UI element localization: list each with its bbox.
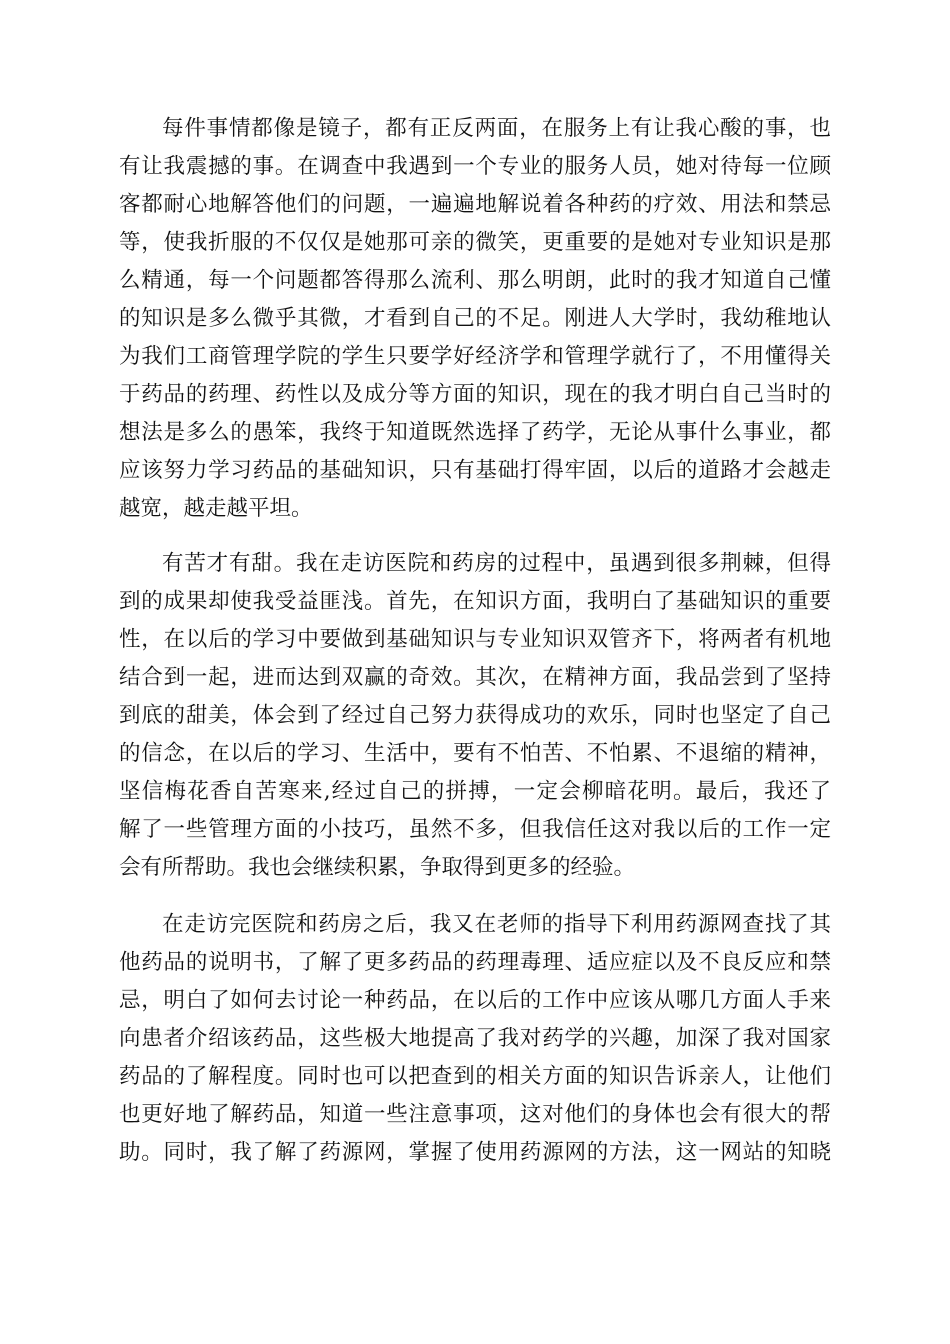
paragraph-line: 到底的甜美，体会到了经过自己努力获得成功的欢乐，同时也坚定了自己 (119, 703, 831, 728)
paragraph-line: 等，使我折服的不仅仅是她那可亲的微笑，更重要的是她对专业知识是那 (119, 230, 831, 255)
paragraph-line: 也更好地了解药品，知道一些注意事项，这对他们的身体也会有很大的帮 (119, 1102, 831, 1127)
paragraph-line: 到的成果却使我受益匪浅。首先，在知识方面，我明白了基础知识的重要 (119, 589, 831, 614)
paragraph-line: 么精通，每一个问题都答得那么流利、那么明朗，此时的我才知道自己懂 (119, 268, 831, 293)
paragraph-line: 性，在以后的学习中要做到基础知识与专业知识双管齐下，将两者有机地 (119, 627, 831, 652)
paragraph-line: 药品的了解程度。同时也可以把查到的相关方面的知识告诉亲人，让他们 (119, 1064, 831, 1089)
paragraph-line: 于药品的药理、药性以及成分等方面的知识，现在的我才明白自己当时的 (119, 382, 831, 407)
paragraph-line: 坚信梅花香自苦寒来,经过自己的拼搏，一定会柳暗花明。最后，我还了 (119, 779, 831, 804)
paragraph-line: 有苦才有甜。我在走访医院和药房的过程中，虽遇到很多荆棘，但得 (162, 551, 831, 576)
paragraph-line: 解了一些管理方面的小技巧，虽然不多，但我信任这对我以后的工作一定 (119, 817, 831, 842)
paragraph-line: 为我们工商管理学院的学生只要学好经济学和管理学就行了，不用懂得关 (119, 344, 831, 369)
paragraph-3 (119, 906, 831, 1172)
paragraph-line: 的知识是多么微乎其微，才看到自己的不足。刚进人大学时，我幼稚地认 (119, 306, 831, 331)
paragraph-line: 想法是多么的愚笨，我终于知道既然选择了药学，无论从事什么事业，都 (119, 420, 831, 445)
paragraph-line: 助。同时，我了解了药源网，掌握了使用药源网的方法，这一网站的知晓 (119, 1140, 831, 1165)
paragraph-line: 应该努力学习药品的基础知识，只有基础打得牢固，以后的道路才会越走 (119, 458, 831, 483)
paragraph-line: 会有所帮助。我也会继续积累，争取得到更多的经验。 (119, 855, 636, 880)
paragraph-line: 的信念，在以后的学习、生活中，要有不怕苦、不怕累、不退缩的精神， (119, 741, 831, 766)
paragraph-line: 有让我震撼的事。在调查中我遇到一个专业的服务人员，她对待每一位顾 (119, 154, 831, 179)
paragraph-line: 每件事情都像是镜子，都有正反两面，在服务上有让我心酸的事，也 (162, 116, 831, 141)
paragraph-line: 结合到一起，进而达到双赢的奇效。其次，在精神方面，我品尝到了坚持 (119, 665, 831, 690)
paragraph-line: 向患者介绍该药品，这些极大地提高了我对药学的兴趣，加深了我对国家 (119, 1026, 831, 1051)
paragraph-line: 越宽，越走越平坦。 (119, 496, 313, 521)
paragraph-1 (119, 110, 831, 528)
paragraph-line: 在走访完医院和药房之后，我又在老师的指导下利用药源网查找了其 (162, 912, 831, 937)
paragraph-line: 客都耐心地解答他们的问题，一遍遍地解说着各种药的疗效、用法和禁忌 (119, 192, 831, 217)
paragraph-line: 他药品的说明书，了解了更多药品的药理毒理、适应症以及不良反应和禁 (119, 950, 831, 975)
paragraph-line: 忌，明白了如何去讨论一种药品，在以后的工作中应该从哪几方面人手来 (119, 988, 831, 1013)
paragraph-2 (119, 545, 831, 887)
